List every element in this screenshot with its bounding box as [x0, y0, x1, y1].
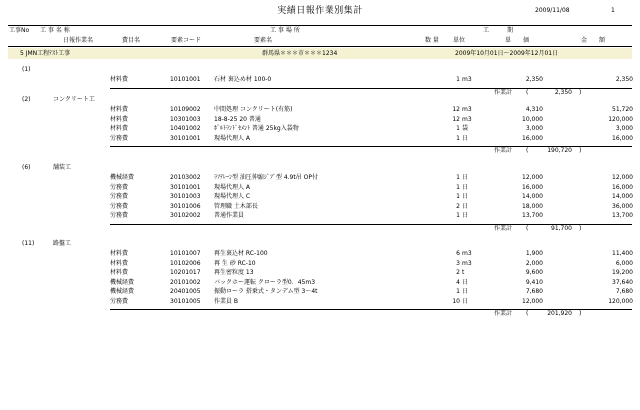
- element-name-cell: 中間処理 コンクリート(有筋): [214, 106, 293, 113]
- quantity-cell: 1: [456, 193, 460, 200]
- cost-name-cell: 機械経費: [110, 174, 135, 181]
- cost-name-cell: 労務費: [110, 212, 129, 219]
- unit-cell: m3: [462, 76, 472, 83]
- header-job-no: 工事No: [9, 27, 30, 34]
- unit-price-cell: 7,680: [525, 288, 543, 295]
- element-name-cell: 現場代理人 C: [214, 193, 251, 200]
- unit-cell: 袋: [462, 125, 469, 132]
- quantity-cell: 2: [456, 269, 460, 276]
- header-top-rule: [8, 25, 632, 26]
- amount-cell: 120,000: [608, 297, 633, 305]
- header-element-code: 要素コード: [171, 37, 202, 44]
- cost-name-cell: 機械経費: [110, 278, 135, 286]
- amount-cell: 37,640: [612, 278, 633, 286]
- unit-cell: m3: [462, 115, 472, 123]
- amount-cell: 19,200: [612, 269, 633, 276]
- quantity-cell: 2: [456, 202, 460, 210]
- element-name-cell: 現場代理人 A: [214, 134, 251, 142]
- element-name-cell: 再生裏込材 RC-100: [214, 250, 268, 257]
- element-code-cell: 30101006: [170, 202, 201, 210]
- unit-price-cell: 18,000: [522, 202, 543, 210]
- element-code-cell: 30101001: [170, 183, 201, 191]
- subtotal-close-paren: ): [579, 224, 582, 232]
- subtotal-label: 作業計: [494, 88, 513, 96]
- cost-name-cell: 労務費: [110, 297, 129, 305]
- quantity-cell: 1: [456, 76, 460, 83]
- subtotal-close-paren: ): [579, 147, 582, 154]
- quantity-cell: 3: [456, 259, 460, 267]
- quantity-cell: 12: [452, 115, 460, 123]
- quantity-cell: 6: [456, 250, 460, 257]
- group-number: (1): [22, 66, 31, 73]
- header-site: 工 事 場 所: [270, 27, 300, 34]
- group-name: 路盤工: [53, 240, 72, 247]
- cost-name-cell: 機械経費: [110, 288, 135, 295]
- subtotal-amount: 201,920: [547, 310, 572, 317]
- element-code-cell: 10102006: [170, 259, 201, 267]
- cost-name-cell: 材料費: [110, 125, 129, 132]
- header-price: 単 価: [505, 37, 530, 44]
- unit-cell: t: [462, 269, 465, 276]
- unit-price-cell: 13,700: [522, 212, 543, 219]
- unit-price-cell: 14,000: [522, 193, 543, 200]
- unit-price-cell: 12,000: [522, 297, 543, 305]
- cost-name-cell: 材料費: [110, 76, 129, 83]
- amount-cell: 120,000: [608, 115, 633, 123]
- unit-price-cell: 16,000: [522, 134, 543, 142]
- unit-price-cell: 3,000: [525, 125, 543, 132]
- element-name-cell: 振動ローラ 搭乗式・タンデム型 3～4t: [214, 288, 318, 295]
- quantity-cell: 1: [456, 125, 460, 132]
- element-code-cell: 30101005: [170, 297, 201, 305]
- unit-cell: 日: [462, 212, 469, 219]
- subtotal-amount: 190,720: [547, 147, 572, 154]
- element-code-cell: 10301003: [170, 115, 201, 123]
- subtotal-close-paren: ): [579, 310, 582, 317]
- unit-cell: 日: [462, 183, 469, 191]
- page-number: 1: [611, 7, 615, 14]
- header-period: 工 期: [483, 27, 514, 34]
- element-name-cell: ﾗﾌﾃﾚｰﾝ型 油圧伸縮ｼﾞﾌﾞ型 4.9t吊 OP付: [214, 174, 318, 181]
- element-name-cell: ﾎﾟﾙﾄﾗﾝﾄﾞｾﾒﾝﾄ 普通 25kg入袋物: [214, 125, 299, 132]
- unit-cell: 日: [462, 297, 469, 305]
- quantity-cell: 4: [456, 278, 460, 286]
- cost-name-cell: 労務費: [110, 193, 129, 200]
- subtotal-label: 作業計: [494, 224, 513, 232]
- element-name-cell: 18-8-25 20 普通: [214, 115, 261, 123]
- element-code-cell: 10201017: [170, 269, 201, 276]
- group-number: (6): [22, 164, 31, 171]
- quantity-cell: 1: [456, 174, 460, 181]
- cost-name-cell: 材料費: [110, 106, 129, 113]
- subtotal-open-paren: (: [526, 310, 529, 317]
- amount-cell: 2,350: [615, 76, 633, 83]
- unit-price-cell: 4,310: [525, 106, 543, 113]
- report-title: 実績日報作業別集計: [277, 6, 363, 16]
- unit-price-cell: 1,900: [525, 250, 543, 257]
- subtotal-open-paren: (: [526, 224, 529, 232]
- header-element-name: 要素名: [254, 37, 273, 44]
- subtotal-open-paren: (: [526, 147, 529, 154]
- element-code-cell: 30101003: [170, 193, 201, 200]
- amount-cell: 16,000: [612, 183, 633, 191]
- element-name-cell: 再 生 砂 RC-10: [214, 259, 256, 267]
- subtotal-amount: 91,700: [551, 224, 572, 232]
- unit-cell: m3: [462, 259, 472, 267]
- header-cost-name: 費目名: [122, 37, 141, 44]
- cost-name-cell: 材料費: [110, 115, 129, 123]
- quantity-cell: 10: [452, 297, 460, 305]
- unit-cell: 日: [462, 174, 469, 181]
- cost-name-cell: 労務費: [110, 134, 129, 142]
- element-code-cell: 10101007: [170, 250, 201, 257]
- header-bottom-rule: [8, 46, 632, 47]
- header-qty: 数 量: [425, 37, 439, 44]
- element-name-cell: 作業員 B: [214, 297, 239, 305]
- amount-cell: 51,720: [612, 106, 633, 113]
- unit-price-cell: 16,000: [522, 183, 543, 191]
- unit-cell: 日: [462, 278, 469, 286]
- project-site: 群馬県＊＊＊市＊＊＊1234: [262, 50, 338, 57]
- subtotal-label: 作業計: [494, 147, 513, 154]
- unit-cell: 日: [462, 202, 469, 210]
- header-amount: 金 額: [581, 37, 606, 44]
- element-code-cell: 10401002: [170, 125, 201, 132]
- element-name-cell: 石材 裏込め材 100-0: [214, 76, 272, 83]
- project-period: 2009年10月01日～2009年12月01日: [455, 50, 559, 57]
- amount-cell: 7,680: [615, 288, 633, 295]
- cost-name-cell: 材料費: [110, 250, 129, 257]
- unit-cell: 日: [462, 193, 469, 200]
- group-name: コンクリート工: [53, 96, 95, 103]
- element-code-cell: 10109002: [170, 106, 201, 113]
- element-code-cell: 30101001: [170, 134, 201, 142]
- subtotal-label: 作業計: [494, 310, 513, 317]
- element-code-cell: 20401005: [170, 288, 201, 295]
- unit-price-cell: 9,600: [525, 269, 543, 276]
- group-number: (11): [22, 240, 35, 247]
- element-code-cell: 20103002: [170, 174, 201, 181]
- unit-cell: m3: [462, 250, 472, 257]
- amount-cell: 16,000: [612, 134, 633, 142]
- element-name-cell: 再生密粒度 13: [214, 269, 254, 276]
- unit-cell: m3: [462, 106, 472, 113]
- quantity-cell: 12: [452, 106, 460, 113]
- quantity-cell: 1: [456, 212, 460, 219]
- amount-cell: 12,000: [612, 174, 633, 181]
- element-code-cell: 30102002: [170, 212, 201, 219]
- element-code-cell: 20101002: [170, 278, 201, 286]
- quantity-cell: 1: [456, 134, 460, 142]
- unit-price-cell: 2,000: [525, 259, 543, 267]
- subtotal-amount: 2,350: [554, 88, 572, 96]
- element-name-cell: バックホー運転 クローラ型0．45m3: [214, 278, 316, 286]
- subtotal-close-paren: ): [579, 88, 582, 96]
- unit-price-cell: 10,000: [522, 115, 543, 123]
- header-job-name: 工 事 名 称: [40, 27, 70, 34]
- cost-name-cell: 材料費: [110, 259, 129, 267]
- project-name: 5 JMN工程ﾃｽﾄ工事: [20, 50, 71, 57]
- amount-cell: 6,000: [615, 259, 633, 267]
- header-unit: 単位: [453, 37, 466, 44]
- unit-cell: 日: [462, 134, 469, 142]
- subtotal-open-paren: (: [526, 88, 529, 96]
- amount-cell: 14,000: [612, 193, 633, 200]
- amount-cell: 3,000: [615, 125, 633, 132]
- cost-name-cell: 労務費: [110, 183, 129, 191]
- cost-name-cell: 労務費: [110, 202, 129, 210]
- quantity-cell: 1: [456, 183, 460, 191]
- group-number: (2): [22, 96, 31, 103]
- subtotal-rule: [110, 88, 632, 89]
- amount-cell: 36,000: [612, 202, 633, 210]
- unit-price-cell: 9,410: [525, 278, 543, 286]
- element-code-cell: 10101001: [170, 76, 201, 83]
- cost-name-cell: 材料費: [110, 269, 129, 276]
- group-name: 舗装工: [53, 164, 72, 171]
- element-name-cell: 現場代理人 A: [214, 183, 251, 191]
- unit-price-cell: 12,000: [522, 174, 543, 181]
- element-name-cell: 管理職 土木部長: [214, 202, 258, 210]
- element-name-cell: 普通作業員: [214, 212, 245, 219]
- unit-price-cell: 2,350: [525, 76, 543, 83]
- quantity-cell: 1: [456, 288, 460, 295]
- unit-cell: 日: [462, 288, 469, 295]
- header-work-name: 日報作業名: [63, 37, 94, 44]
- amount-cell: 13,700: [612, 212, 633, 219]
- report-date: 2009/11/08: [535, 7, 570, 14]
- amount-cell: 11,400: [612, 250, 633, 257]
